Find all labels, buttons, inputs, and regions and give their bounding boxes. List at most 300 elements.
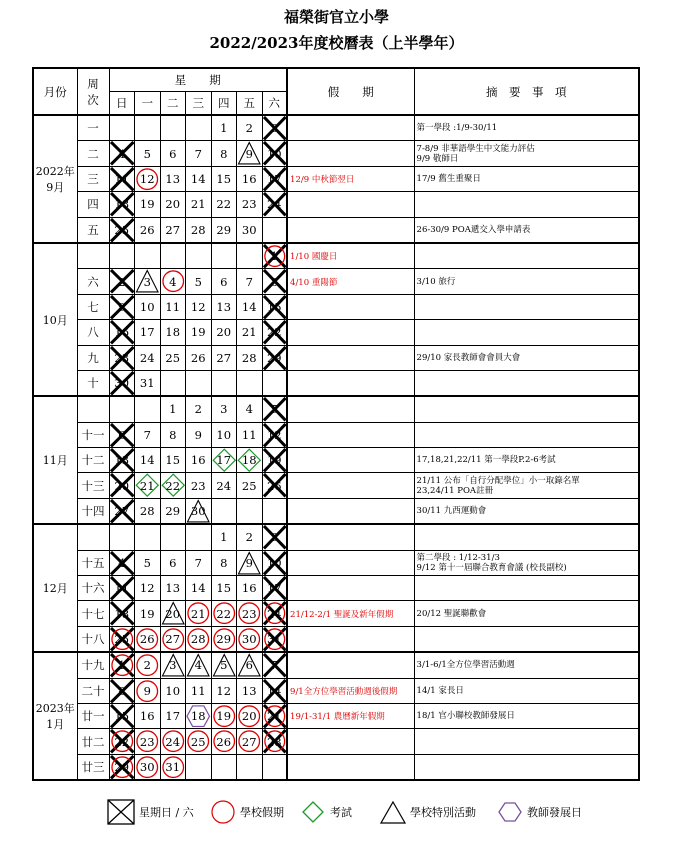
day-number: 23 xyxy=(114,350,130,365)
day-number: 19 xyxy=(139,606,155,621)
summary-note xyxy=(414,192,639,217)
week-number: 十五 xyxy=(77,550,109,575)
week-number: 七 xyxy=(77,294,109,319)
day-number: 24 xyxy=(266,197,282,212)
day-cell xyxy=(186,269,212,294)
day-number: 24 xyxy=(139,350,155,365)
day-number: 7 xyxy=(270,658,278,673)
day-cell xyxy=(237,678,263,703)
day-number: 29 xyxy=(216,222,232,237)
day-number: 13 xyxy=(114,453,130,468)
day-cell xyxy=(160,576,186,601)
day-cell xyxy=(109,269,135,294)
day-cell xyxy=(160,141,186,166)
day-number: 27 xyxy=(114,504,130,519)
day-number: 28 xyxy=(190,632,206,646)
day-cell xyxy=(109,345,135,370)
day-cell xyxy=(109,192,135,217)
holiday-note xyxy=(287,320,414,345)
week-row xyxy=(33,370,639,396)
day-number: 17 xyxy=(266,171,282,186)
day-number: 24 xyxy=(165,734,181,749)
header-weekday: 星 期 xyxy=(109,68,287,92)
day-cell xyxy=(186,345,212,370)
day-cell xyxy=(237,576,263,601)
day-number: 3 xyxy=(169,658,177,673)
day-number: 28 xyxy=(139,504,155,519)
day-cell xyxy=(109,754,135,780)
day-number: 5 xyxy=(143,146,151,161)
holiday-note xyxy=(287,217,414,243)
day-number: 14 xyxy=(139,453,155,468)
day-number: 30 xyxy=(241,632,257,646)
day-cell xyxy=(186,243,212,269)
week-row xyxy=(33,498,639,524)
week-row xyxy=(33,192,639,217)
week-number: 八 xyxy=(77,320,109,345)
day-cell xyxy=(186,524,212,550)
day-cell xyxy=(135,524,161,550)
day-number: 20 xyxy=(165,197,181,212)
holiday-note: 19/1-31/1 農曆新年假期 xyxy=(287,703,414,728)
month-label: 11月 xyxy=(33,396,77,524)
day-number: 5 xyxy=(143,555,151,570)
day-cell xyxy=(186,294,212,319)
day-cell xyxy=(262,703,287,728)
day-number: 23 xyxy=(139,734,155,749)
day-cell xyxy=(135,729,161,754)
week-row xyxy=(33,217,639,243)
day-cell xyxy=(160,243,186,269)
summary-note xyxy=(414,422,639,447)
summary-note: 29/10 家長教師會會員大會 xyxy=(414,345,639,370)
holiday-note xyxy=(287,729,414,754)
day-number: 9 xyxy=(194,427,202,442)
day-cell xyxy=(262,243,287,269)
day-cell xyxy=(211,141,237,166)
day-cell xyxy=(211,703,237,728)
day-cell xyxy=(135,626,161,652)
day-number: 7 xyxy=(194,146,202,161)
day-number: 29 xyxy=(216,632,232,646)
holiday-note xyxy=(287,550,414,575)
day-number: 13 xyxy=(165,171,181,186)
day-number: 4 xyxy=(245,402,253,417)
day-cell xyxy=(262,192,287,217)
day-cell xyxy=(262,550,287,575)
week-row xyxy=(33,448,639,473)
day-number: 19 xyxy=(266,453,282,468)
day-number: 5 xyxy=(270,402,278,417)
day-cell xyxy=(237,345,263,370)
day-cell xyxy=(237,498,263,524)
header-week-text: 周 次 xyxy=(87,76,99,107)
week-number: 五 xyxy=(77,217,109,243)
holiday-note: 12/9 中秋節翌日 xyxy=(287,166,414,191)
day-cell xyxy=(186,217,212,243)
day-number: 30 xyxy=(241,222,257,237)
day-cell xyxy=(237,550,263,575)
day-number: 23 xyxy=(190,478,206,493)
week-number: 三 xyxy=(77,166,109,191)
school-calendar-table xyxy=(32,67,640,781)
day-number: 14 xyxy=(266,683,282,698)
day-cell xyxy=(160,370,186,396)
legend-label: 星期日 / 六 xyxy=(139,806,194,819)
day-cell xyxy=(237,192,263,217)
header-holiday: 假 期 xyxy=(287,68,414,115)
month-label: 2023年 1月 xyxy=(33,652,77,780)
summary-note: 3/10 旅行 xyxy=(414,269,639,294)
day-cell xyxy=(135,115,161,141)
red-circle-icon xyxy=(210,799,236,825)
day-cell xyxy=(186,396,212,422)
day-cell xyxy=(237,294,263,319)
holiday-note xyxy=(287,422,414,447)
day-number: 2 xyxy=(245,530,253,545)
day-cell xyxy=(211,396,237,422)
header-week xyxy=(77,68,109,115)
day-number: 29 xyxy=(114,759,130,774)
legend-label: 學校假期 xyxy=(240,806,284,819)
day-number: 21 xyxy=(266,709,282,724)
week-row xyxy=(33,269,639,294)
legend xyxy=(0,797,673,827)
summary-note xyxy=(414,524,639,550)
day-cell xyxy=(135,448,161,473)
summary-note xyxy=(414,243,639,269)
day-number: 6 xyxy=(220,274,228,289)
day-number: 25 xyxy=(190,734,206,749)
day-number: 11 xyxy=(190,683,206,698)
week-row xyxy=(33,576,639,601)
day-number: 9 xyxy=(118,299,126,314)
day-cell xyxy=(262,729,287,754)
day-cell xyxy=(262,345,287,370)
day-number: 4 xyxy=(194,658,202,673)
day-cell xyxy=(109,652,135,678)
day-number: 2 xyxy=(143,658,151,673)
day-cell xyxy=(135,550,161,575)
day-cell xyxy=(160,422,186,447)
summary-note xyxy=(414,626,639,652)
week-row xyxy=(33,678,639,703)
day-cell xyxy=(211,473,237,498)
day-cell xyxy=(135,678,161,703)
holiday-note xyxy=(287,498,414,524)
week-row xyxy=(33,396,639,422)
day-cell xyxy=(211,269,237,294)
day-number: 12 xyxy=(266,427,282,442)
summary-note xyxy=(414,754,639,780)
calendar-title: 2022/2023年度校曆表（上半學年） xyxy=(209,34,464,52)
day-number: 29 xyxy=(165,504,181,519)
week-number: 十七 xyxy=(77,601,109,626)
week-number xyxy=(77,243,109,269)
day-number: 29 xyxy=(266,350,282,365)
day-number: 4 xyxy=(118,146,126,161)
day-number: 26 xyxy=(216,734,232,749)
week-row xyxy=(33,601,639,626)
week-number: 二 xyxy=(77,141,109,166)
day-cell xyxy=(186,652,212,678)
day-cell xyxy=(109,422,135,447)
day-cell xyxy=(160,345,186,370)
day-cell xyxy=(160,652,186,678)
day-cell xyxy=(262,498,287,524)
day-cell xyxy=(186,576,212,601)
day-cell xyxy=(211,550,237,575)
day-cell xyxy=(237,370,263,396)
day-cell xyxy=(262,166,287,191)
day-number: 23 xyxy=(241,606,257,621)
day-cell xyxy=(109,320,135,345)
day-number: 31 xyxy=(139,376,155,391)
summary-note xyxy=(414,396,639,422)
day-cell xyxy=(160,754,186,780)
day-cell xyxy=(186,498,212,524)
week-number: 四 xyxy=(77,192,109,217)
day-number: 27 xyxy=(165,632,181,646)
day-cell xyxy=(262,422,287,447)
day-cell xyxy=(186,678,212,703)
holiday-note xyxy=(287,524,414,550)
day-cell xyxy=(186,473,212,498)
holiday-note xyxy=(287,448,414,473)
day-cell xyxy=(135,294,161,319)
summary-note xyxy=(414,320,639,345)
day-cell xyxy=(262,473,287,498)
day-cell xyxy=(262,448,287,473)
summary-note: 第二學段 : 1/12-31/3 9/12 第十一屆聯合教育會議 (校長副校) xyxy=(414,550,639,575)
day-number: 13 xyxy=(216,299,232,314)
day-cell xyxy=(109,524,135,550)
day-cell xyxy=(135,473,161,498)
day-number: 19 xyxy=(190,325,206,340)
week-number: 一 xyxy=(77,115,109,141)
legend-item xyxy=(300,797,352,827)
day-number: 8 xyxy=(270,274,278,289)
green-diamond-icon xyxy=(300,799,326,825)
summary-note: 26-30/9 POA遞交入學申請表 xyxy=(414,217,639,243)
day-cell xyxy=(262,217,287,243)
day-cell xyxy=(160,294,186,319)
summary-note xyxy=(414,576,639,601)
summary-note xyxy=(414,729,639,754)
day-cell xyxy=(262,678,287,703)
day-cell xyxy=(237,448,263,473)
day-number: 12 xyxy=(139,171,155,186)
day-cell xyxy=(186,754,212,780)
legend-label: 教師發展日 xyxy=(527,806,582,819)
week-number: 十九 xyxy=(77,652,109,678)
holiday-note xyxy=(287,396,414,422)
day-cell xyxy=(160,115,186,141)
day-cell xyxy=(135,754,161,780)
day-cell xyxy=(262,294,287,319)
day-number: 22 xyxy=(114,734,130,749)
day-cell xyxy=(186,422,212,447)
summary-note: 20/12 聖誕聯歡會 xyxy=(414,601,639,626)
day-number: 8 xyxy=(220,146,228,161)
legend-item xyxy=(210,797,284,827)
day-cell xyxy=(160,678,186,703)
day-number: 27 xyxy=(241,734,257,749)
day-cell xyxy=(211,422,237,447)
day-number: 7 xyxy=(245,274,253,289)
day-cell xyxy=(262,115,287,141)
day-number: 9 xyxy=(143,683,151,698)
day-cell xyxy=(237,217,263,243)
week-number: 廿一 xyxy=(77,703,109,728)
day-number: 17 xyxy=(139,325,155,340)
day-cell xyxy=(237,703,263,728)
day-number: 8 xyxy=(118,683,126,698)
day-number: 5 xyxy=(220,658,228,673)
day-number: 22 xyxy=(266,325,282,340)
day-number: 3 xyxy=(270,121,278,136)
day-number: 25 xyxy=(241,478,257,493)
day-cell xyxy=(186,141,212,166)
day-cell xyxy=(109,396,135,422)
day-number: 27 xyxy=(165,222,181,237)
day-cell xyxy=(160,524,186,550)
day-number: 5 xyxy=(194,274,202,289)
day-number: 24 xyxy=(266,606,282,621)
day-number: 11 xyxy=(241,427,257,442)
week-row xyxy=(33,166,639,191)
day-number: 25 xyxy=(165,350,181,365)
day-cell xyxy=(135,345,161,370)
summary-note: 7-8/9 非華語學生中文能力評估 9/9 敬師日 xyxy=(414,141,639,166)
day-cell xyxy=(237,473,263,498)
day-number: 15 xyxy=(114,709,130,724)
day-cell xyxy=(211,652,237,678)
day-cell xyxy=(109,703,135,728)
day-number: 19 xyxy=(139,197,155,212)
day-number: 20 xyxy=(165,606,181,621)
day-cell xyxy=(262,396,287,422)
day-cell xyxy=(135,370,161,396)
day-number: 26 xyxy=(190,350,206,365)
holiday-note xyxy=(287,652,414,678)
day-cell xyxy=(237,729,263,754)
day-cell xyxy=(186,626,212,652)
day-cell xyxy=(237,141,263,166)
day-cell xyxy=(186,448,212,473)
day-cell xyxy=(262,370,287,396)
day-number: 22 xyxy=(216,197,232,212)
day-cell xyxy=(211,345,237,370)
day-cell xyxy=(237,320,263,345)
summary-note: 17,18,21,22/11 第一學段P.2-6考試 xyxy=(414,448,639,473)
week-row xyxy=(33,473,639,498)
school-name: 福榮街官立小學 xyxy=(283,8,389,26)
day-cell xyxy=(160,217,186,243)
day-cell xyxy=(109,576,135,601)
day-cell xyxy=(211,576,237,601)
day-number: 15 xyxy=(216,581,232,596)
weekday-2: 二 xyxy=(160,92,186,116)
week-row xyxy=(33,115,639,141)
day-cell xyxy=(186,601,212,626)
holiday-note xyxy=(287,473,414,498)
day-cell xyxy=(262,754,287,780)
day-number: 6 xyxy=(118,427,126,442)
day-number: 10 xyxy=(139,299,155,314)
day-number: 12 xyxy=(190,299,206,314)
day-cell xyxy=(160,320,186,345)
day-number: 26 xyxy=(139,632,155,646)
week-row xyxy=(33,294,639,319)
day-number: 1 xyxy=(220,121,228,136)
week-number: 六 xyxy=(77,269,109,294)
holiday-note xyxy=(287,626,414,652)
week-number: 十四 xyxy=(77,498,109,524)
day-number: 10 xyxy=(216,427,232,442)
day-number: 30 xyxy=(114,376,130,391)
day-number: 17 xyxy=(266,581,282,596)
day-cell xyxy=(237,115,263,141)
day-cell xyxy=(135,601,161,626)
day-number: 20 xyxy=(241,709,257,724)
day-cell xyxy=(135,269,161,294)
day-cell xyxy=(211,192,237,217)
day-cell xyxy=(237,396,263,422)
day-cell xyxy=(160,601,186,626)
day-number: 18 xyxy=(114,606,130,621)
day-cell xyxy=(262,269,287,294)
day-cell xyxy=(160,396,186,422)
day-cell xyxy=(160,550,186,575)
day-number: 28 xyxy=(266,734,282,749)
purple-hexagon-icon xyxy=(497,799,523,825)
day-number: 8 xyxy=(220,555,228,570)
day-cell xyxy=(160,729,186,754)
day-cell xyxy=(211,678,237,703)
week-row xyxy=(33,422,639,447)
legend-label: 考試 xyxy=(330,806,352,819)
day-number: 18 xyxy=(114,197,130,212)
day-cell xyxy=(109,370,135,396)
day-cell xyxy=(262,320,287,345)
day-cell xyxy=(135,396,161,422)
day-cell xyxy=(211,115,237,141)
month-label: 12月 xyxy=(33,524,77,652)
day-cell xyxy=(160,269,186,294)
day-number: 9 xyxy=(245,555,253,570)
week-number: 十二 xyxy=(77,448,109,473)
day-number: 3 xyxy=(143,274,151,289)
week-row xyxy=(33,524,639,550)
day-cell xyxy=(211,166,237,191)
day-cell xyxy=(262,626,287,652)
day-cell xyxy=(211,498,237,524)
day-number: 2 xyxy=(245,121,253,136)
day-number: 14 xyxy=(190,581,206,596)
week-row xyxy=(33,320,639,345)
day-number: 31 xyxy=(165,759,181,774)
day-cell xyxy=(109,678,135,703)
day-cell xyxy=(211,729,237,754)
day-cell xyxy=(109,243,135,269)
week-number: 十八 xyxy=(77,626,109,652)
day-number: 11 xyxy=(165,299,181,314)
day-cell xyxy=(135,243,161,269)
day-number: 18 xyxy=(241,453,257,468)
day-cell xyxy=(262,576,287,601)
day-cell xyxy=(237,601,263,626)
